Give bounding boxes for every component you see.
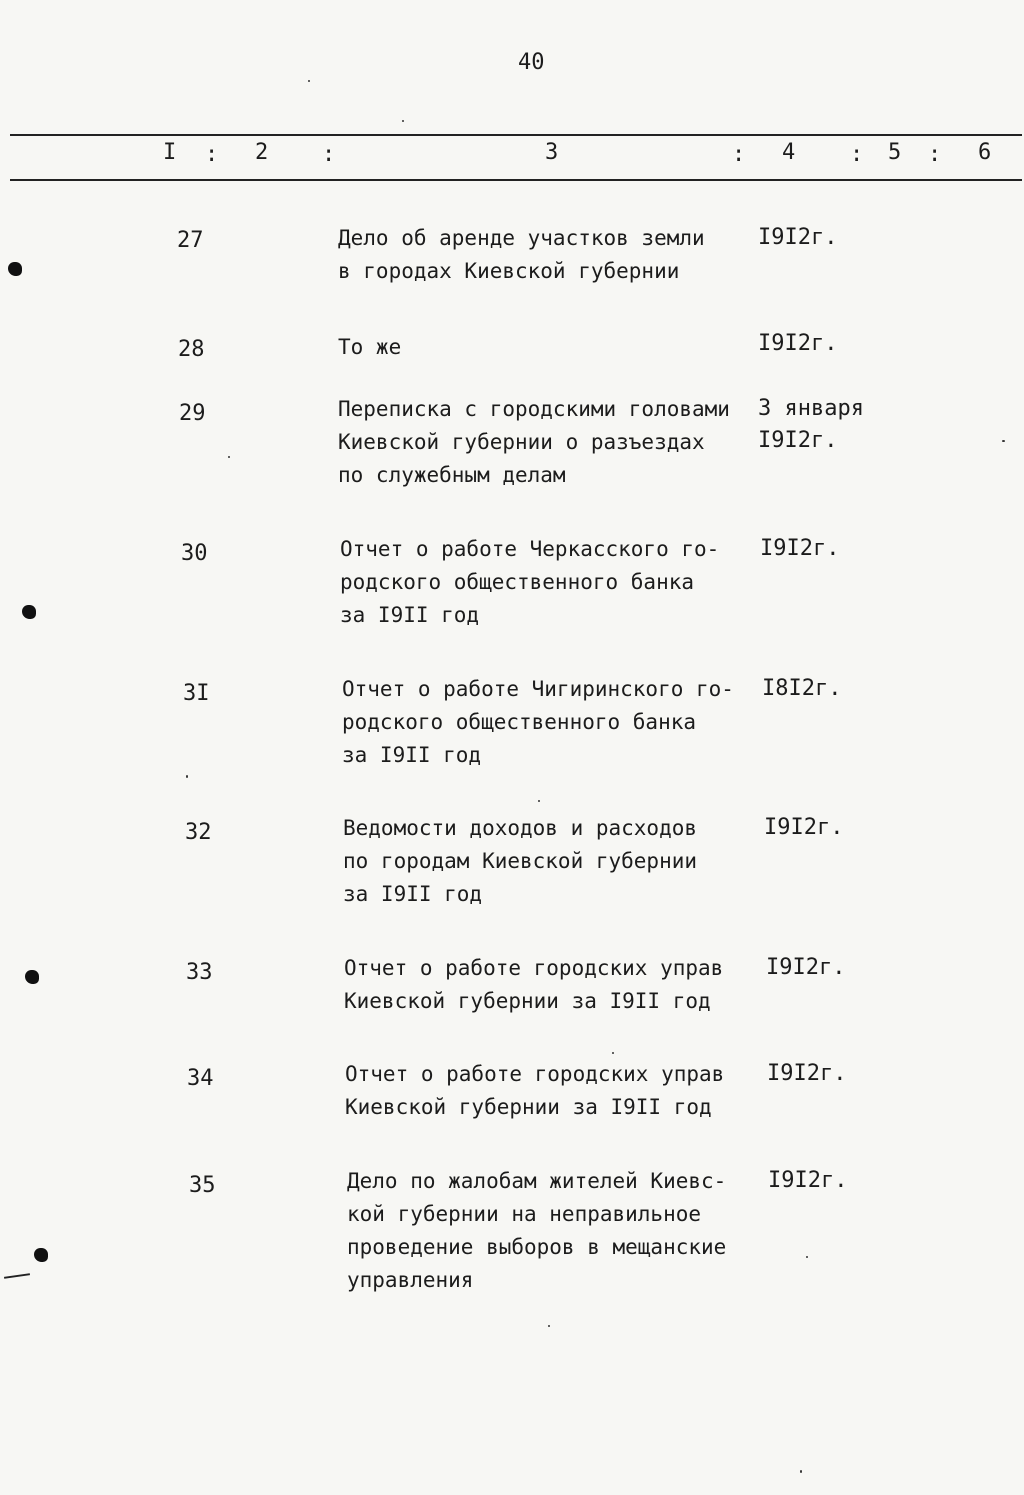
column-separator: : [928, 142, 942, 167]
row-description: То же [338, 335, 402, 359]
scan-speck [800, 1470, 802, 1473]
column-separator: : [850, 142, 864, 167]
scan-speck [548, 1325, 550, 1327]
row-date: I9I2г. [768, 1168, 848, 1193]
scan-speck [402, 120, 404, 122]
column-separator: : [322, 142, 336, 167]
table-top-rule [10, 134, 1022, 136]
binding-hole-mark [22, 605, 36, 619]
column-header-6: 6 [978, 140, 992, 165]
row-description: Переписка с городскими головами Киевской губернии о разъездах по служебным делам [338, 397, 730, 487]
row-number: 35 [189, 1173, 216, 1198]
column-separator: : [205, 142, 219, 167]
row-date: I9I2г. [766, 955, 846, 980]
row-date: I9I2г. [764, 815, 844, 840]
row-date: I9I2г. [767, 1061, 847, 1086]
binding-hole-mark [8, 262, 22, 276]
scan-speck [612, 1052, 614, 1054]
scan-speck [308, 80, 310, 82]
scan-stroke-mark [4, 1273, 30, 1279]
scan-speck [228, 456, 230, 458]
row-date: I9I2г. [760, 536, 840, 561]
table-header-rule [10, 179, 1022, 181]
row-number: 32 [185, 820, 212, 845]
row-number: 28 [178, 337, 205, 362]
column-header-4: 4 [782, 140, 796, 165]
row-number: 33 [186, 960, 213, 985]
scan-speck [1002, 440, 1005, 442]
scan-speck [806, 1256, 808, 1258]
row-date: I8I2г. [762, 676, 842, 701]
column-header-1: I [163, 140, 177, 165]
row-date: I9I2г. [758, 225, 838, 250]
row-description: Ведомости доходов и расходов по городам Киевской губернии за I9II год [343, 816, 698, 906]
row-description: Отчет о работе городских управ Киевской губернии за I9II год [344, 956, 724, 1013]
row-description: Отчет о работе Чигиринского го- родского общественного банка за I9II год [342, 677, 734, 767]
column-header-2: 2 [255, 140, 269, 165]
row-number: 30 [181, 541, 208, 566]
column-header-3: 3 [545, 140, 559, 165]
binding-hole-mark [34, 1248, 48, 1262]
page-number: 40 [518, 50, 545, 75]
row-description: Дело по жалобам жителей Киевс- кой губернии на неправильное проведение выборов в мещанские управления [347, 1169, 727, 1292]
row-date: I9I2г. [758, 331, 838, 356]
row-date: 3 января I9I2г. [758, 396, 864, 453]
row-number: 3I [183, 681, 210, 706]
row-number: 34 [187, 1066, 214, 1091]
binding-hole-mark [25, 970, 39, 984]
row-number: 27 [177, 228, 204, 253]
row-description: Дело об аренде участков земли в городах Киевской губернии [338, 226, 705, 283]
column-header-5: 5 [888, 140, 902, 165]
row-number: 29 [179, 401, 206, 426]
scan-speck [186, 775, 188, 778]
row-description: Отчет о работе городских управ Киевской губернии за I9II год [345, 1062, 725, 1119]
column-separator: : [732, 142, 746, 167]
scan-speck [538, 800, 540, 802]
row-description: Отчет о работе Черкасского го- родского общественного банка за I9II год [340, 537, 720, 627]
